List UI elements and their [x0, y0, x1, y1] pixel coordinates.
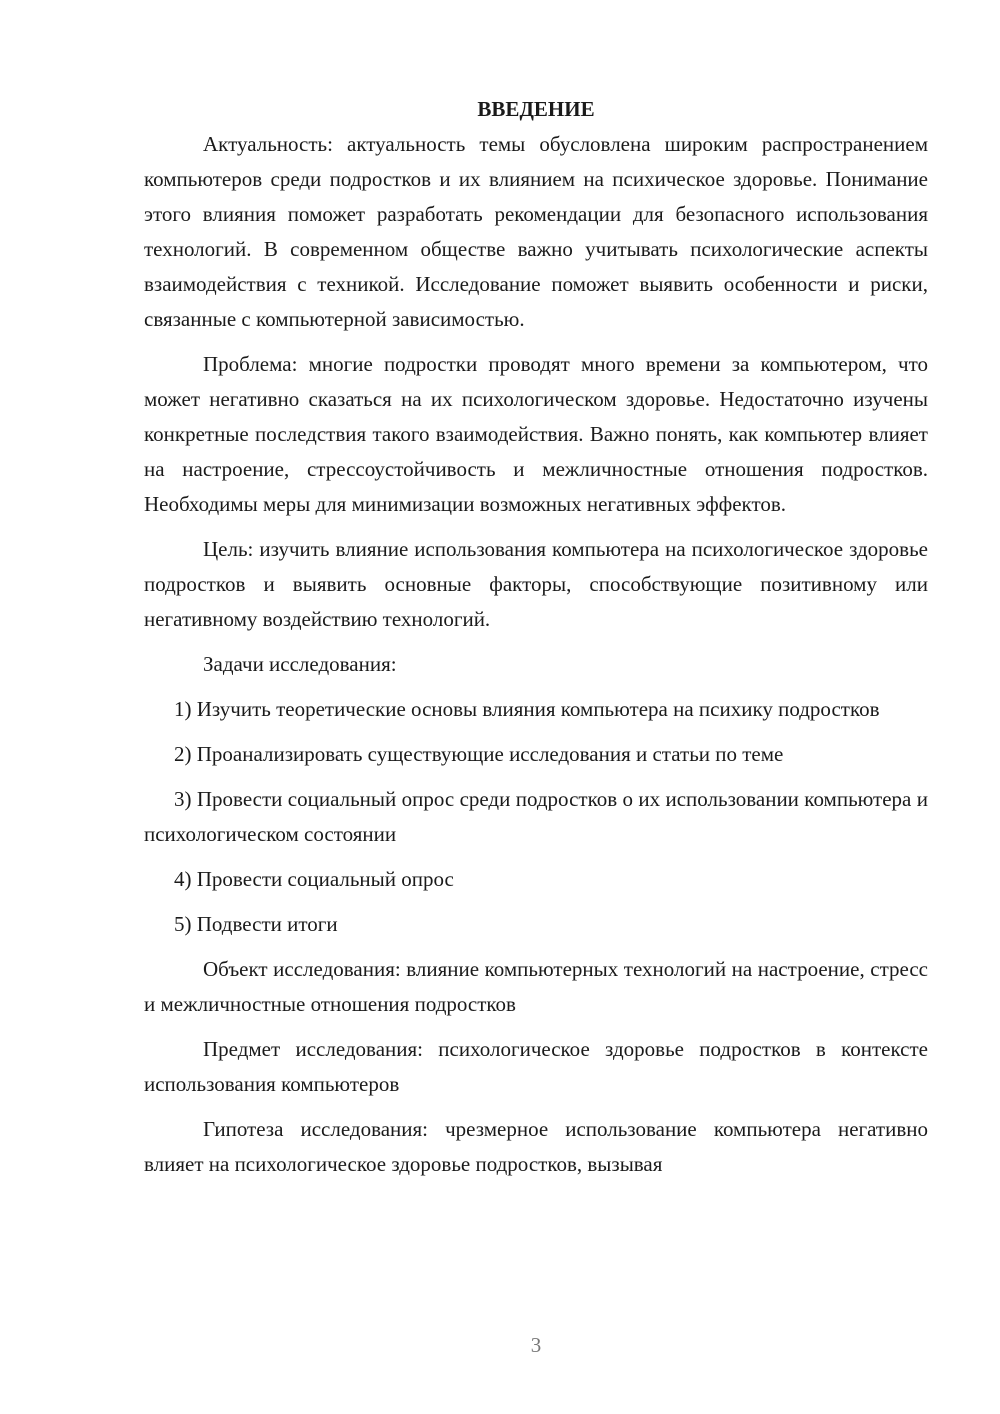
object-paragraph: Объект исследования: влияние компьютерных технологий на настроение, стресс и межличностные отношения подростков: [144, 957, 928, 1016]
task-item: 2) Проанализировать существующие исследования и статьи по теме: [174, 742, 784, 766]
task-item: 5) Подвести итоги: [174, 912, 338, 936]
task-item: 4) Провести социальный опрос: [174, 867, 454, 891]
page-number: 3: [530, 1333, 542, 1357]
document-page: [144, 92, 928, 1182]
relevance-paragraph: Актуальность: актуальность темы обусловлена широким распространением компьютеров среди подростков и их влиянием на психическое здоровье. Понимание этого влияния поможет разработать рекомендации для безопасного использования технологий. В современном обществе важно учитывать психологические аспекты взаимодействия с техникой. Исследование поможет выявить особенности и риски, связанные с компьютерной зависимостью.: [144, 132, 928, 331]
task-item: 3) Провести социальный опрос среди подростков о их использовании компьютера и психологическом состоянии: [144, 787, 928, 846]
tasks-title: Задачи исследования:: [203, 652, 397, 676]
subject-paragraph: Предмет исследования: психологическое здоровье подростков в контексте использования компьютеров: [144, 1037, 928, 1096]
page-title: ВВЕДЕНИЕ: [477, 97, 595, 121]
hypothesis-paragraph: Гипотеза исследования: чрезмерное использование компьютера негативно влияет на психологическое здоровье подростков, вызывая: [144, 1117, 928, 1176]
task-item: 1) Изучить теоретические основы влияния компьютера на психику подростков: [174, 697, 880, 721]
goal-paragraph: Цель: изучить влияние использования компьютера на психологическое здоровье подростков и выявить основные факторы, способствующие позитивному или негативному воздействию технологий.: [144, 537, 928, 631]
problem-paragraph: Проблема: многие подростки проводят много времени за компьютером, что может негативно сказаться на их психологическом здоровье. Недостаточно изучены конкретные последствия такого взаимодействия. Важно понять, как компьютер влияет на настроение, стрессоустойчивость и межличностные отношения подростков. Необходимы меры для минимизации возможных негативных эффектов.: [144, 352, 928, 516]
